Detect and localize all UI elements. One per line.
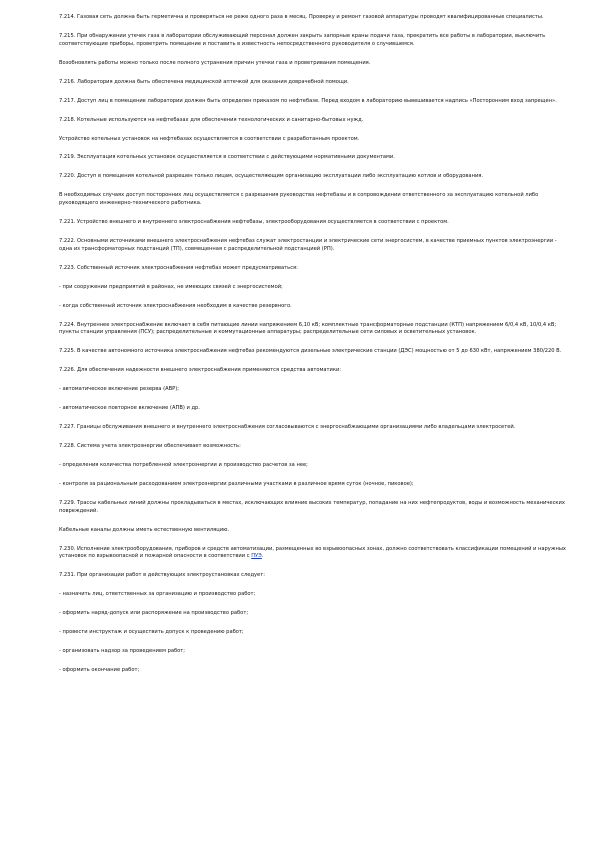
- list-item: - контроля за рациональным расходованием электроэнергии различными участками в различное время суток (ночное, пиковое);: [59, 481, 414, 488]
- pue-link[interactable]: ПУЭ: [251, 553, 262, 560]
- list-item: - определения количества потребленной электроэнергии и производство расчетов за нее;: [59, 462, 308, 469]
- paragraph-7-217: 7.217. Доступ лиц в помещение лаборатории должен быть определен приказом по нефтебазе. Перед входом в лабораторию вывешивается надпись «Посторонним вход запрещен».: [59, 97, 557, 104]
- paragraph-7-221: 7.221. Устройство внешнего и внутреннего электроснабжения нефтебазы, электрооборудования осуществляется в соответствии с проектом.: [59, 219, 449, 226]
- list-item: - когда собственный источник электроснабжения необходим в качестве резервного.: [59, 302, 292, 309]
- list-item: - при сооружении предприятий в районах, не имеющих связей с энергосистемой;: [59, 283, 283, 290]
- list-item: - оформить наряд-допуск или распоряжение на производство работ;: [59, 610, 249, 617]
- paragraph-text: 7.230. Исполнение электрооборудования, приборов и средств автоматизации, размещенных во взрывоопасных зонах, должно соответствовать классификации помещений и наружных установок по взрывоопасной и пожарной опасности в соответствии с: [59, 545, 566, 560]
- paragraph-7-228: 7.228. Система учета электроэнергии обеспечивает возможность:: [59, 443, 241, 450]
- list-item: - автоматическое повторное включение (АПВ) и др.: [59, 405, 200, 412]
- paragraph-7-218: 7.218. Котельные используются на нефтебазах для обеспечения технологических и санитарно-бытовых нужд.: [59, 116, 364, 123]
- paragraph-7-215: 7.215. При обнаружении утечек газа в лаборатории обслуживающий персонал должен закрыть запорные краны подачи газа, прекратить все работы в лаборатории, выключить соответствующие приборы, проветрить помещение и поставить в известность непосредственного руководителя о случившемся.: [59, 32, 546, 47]
- list-item: - автоматическое включение резерва (АВР);: [59, 386, 179, 393]
- paragraph-7-222: 7.222. Основными источниками внешнего электроснабжения нефтебаз служат электростанции и электрические сети энергосистем, в качестве приемных пунктов электроэнергии - одна из трансформаторных подстанций (ТП), совмещенная с распределительной подстанцией (РП).: [59, 238, 557, 252]
- paragraph-boiler-installation: Устройство котельных установок на нефтебазах осуществляется в соответствии с разработанным проектом.: [59, 135, 360, 142]
- paragraph-7-231: 7.231. При организации работ в действующих электроустановках следует:: [59, 572, 265, 579]
- paragraph-text-end: .: [261, 553, 264, 560]
- paragraph-7-224: 7.224. Внутреннее электроснабжение включает в себя питающие линии напряжением 6,10 кВ; комплектные трансформаторные подстанции (КТП) напряжением 6/0,4 кВ, 10/0,4 кВ; пункты станции управления (ПСУ); распределительные и коммутационные аппаратуры; распределительные сети силовых и осветительных установок.: [59, 321, 557, 336]
- list-item: - организовать надзор за проведением работ;: [59, 648, 186, 655]
- paragraph-7-219: 7.219. Эксплуатация котельных установок осуществляется в соответствии с действующими нормативными документами.: [59, 154, 395, 161]
- paragraph-7-227: 7.227. Границы обслуживания внешнего и внутреннего электроснабжения согласовываются с энергоснабжающими организациями либо владельцами электросетей.: [59, 424, 516, 431]
- paragraph-7-226: 7.226. Для обеспечения надежности внешнего электроснабжения применяются средства автоматики:: [59, 367, 342, 374]
- list-item: - провести инструктаж и осуществить допуск к проведению работ;: [59, 629, 244, 636]
- paragraph-visitor-access: В необходимых случаях доступ посторонних лиц осуществляется с разрешения руководства нефтебазы и в сопровождении ответственного за эксплуатацию котельной либо руководящего инженерно-технического работника.: [59, 192, 539, 207]
- paragraph-cable-channels: Кабельные каналы должны иметь естественную вентиляцию.: [59, 526, 230, 533]
- paragraph-7-225: 7.225. В качестве автономного источника электроснабжения нефтебаз рекомендуются дизельные электрические станции (ДЭС) мощностью от 5 до 630 кВт, напряжением 380/220 В.: [59, 348, 562, 355]
- paragraph-7-229: 7.229. Трассы кабельных линий должны прокладываться в местах, исключающих влияние высоких температур, попадание на них нефтепродуктов, воды и возможность механических повреждений.: [59, 500, 565, 514]
- paragraph-7-230: [59, 546, 569, 561]
- paragraph-7-214: 7.214. Газовая сеть должна быть герметична и проверяться не реже одного раза в месяц. Проверку и ремонт газовой аппаратуры проводят квалифицированные специалисты.: [59, 14, 544, 20]
- paragraph-7-220: 7.220. Доступ в помещения котельной разрешен только лицам, осуществляющим организацию эксплуатации либо эксплуатацию котлов и оборудования.: [59, 173, 484, 180]
- paragraph-7-223: 7.223. Собственный источник электроснабжения нефтебаз может предусматриваться:: [59, 264, 298, 271]
- paragraph-resume-work: Возобновлять работы можно только после полного устранения причин утечки газа и проветривания помещения.: [59, 59, 371, 66]
- list-item: - назначить лиц, ответственных за организацию и производство работ;: [59, 591, 256, 598]
- paragraph-7-216: 7.216. Лаборатория должна быть обеспечена медицинской аптечкой для оказания доврачебной помощи.: [59, 78, 349, 85]
- list-item: - оформить окончание работ;: [59, 667, 140, 674]
